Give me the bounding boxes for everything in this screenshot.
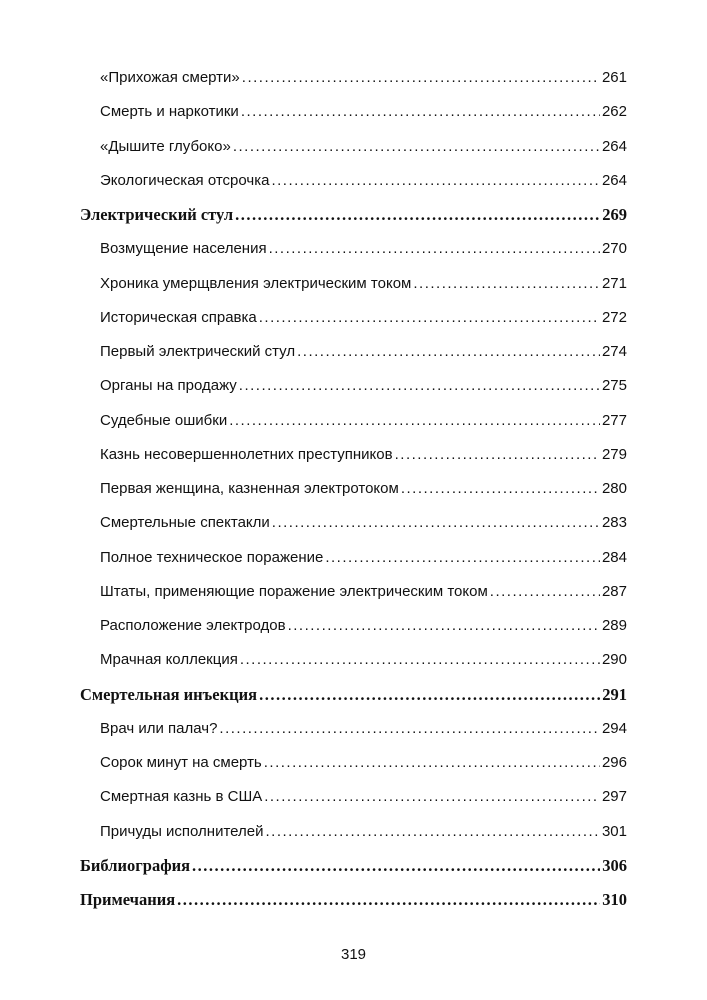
toc-section-row — [100, 513, 627, 533]
toc-leader-dots — [192, 856, 600, 876]
toc-leader-dots — [288, 616, 600, 636]
toc-entry-title: Историческая справка — [100, 308, 257, 326]
toc-entry-page: 261 — [601, 69, 627, 86]
toc-entry-page: 279 — [601, 445, 627, 463]
toc-section-row — [100, 445, 627, 465]
toc-entry-page: 297 — [601, 788, 627, 806]
toc-entry-page: 289 — [601, 617, 627, 634]
toc-section-row — [100, 171, 627, 191]
toc-section-row — [100, 719, 627, 739]
toc-section-row — [100, 753, 627, 773]
toc-section-row — [100, 102, 627, 122]
toc-leader-dots — [269, 239, 600, 259]
toc-section-row — [100, 650, 627, 670]
toc-entry-title: Судебные ошибки — [100, 411, 228, 429]
toc-section-row — [100, 137, 627, 157]
toc-entry-title: Врач или палач? — [100, 719, 218, 737]
toc-entry-page: 262 — [601, 103, 627, 121]
toc-entry-page: 301 — [601, 822, 627, 840]
toc-entry-page: 277 — [601, 411, 627, 429]
toc-section-row — [100, 376, 627, 396]
toc-leader-dots — [233, 137, 600, 157]
toc-entry-page: 283 — [601, 514, 627, 532]
toc-entry-title: Казнь несовершеннолетних преступников — [100, 445, 393, 463]
toc-section-row — [100, 308, 627, 328]
toc-leader-dots — [177, 890, 600, 910]
toc-chapter-row — [80, 856, 627, 876]
toc-entry-title: Экологическая отсрочка — [100, 171, 270, 189]
toc-leader-dots — [259, 308, 600, 328]
toc-section-row — [100, 274, 627, 294]
toc-entry-title: Смерть и наркотики — [100, 103, 239, 121]
toc-leader-dots — [265, 822, 599, 842]
toc-entry-page: 274 — [601, 343, 627, 360]
toc-entry-title: Мрачная коллекция — [100, 651, 238, 669]
toc-leader-dots — [271, 171, 600, 191]
toc-leader-dots — [219, 719, 600, 739]
toc-leader-dots — [401, 479, 600, 499]
toc-entry-page: 270 — [601, 240, 627, 258]
toc-entry-page: 294 — [601, 719, 627, 737]
toc-entry-title: Смертельная инъекция — [80, 684, 258, 704]
toc-entry-title: Примечания — [80, 890, 176, 909]
toc-entry-title: Штаты, применяющие поражение электрическим током — [100, 582, 488, 600]
toc-section-row — [100, 548, 627, 568]
toc-leader-dots — [325, 548, 600, 568]
toc-leader-dots — [395, 445, 600, 465]
toc-entry-page: 271 — [601, 274, 627, 292]
toc-section-row — [100, 342, 627, 362]
toc-entry-page: 275 — [601, 377, 627, 395]
toc-leader-dots — [264, 787, 600, 807]
toc-section-row — [100, 582, 627, 602]
toc-entry-title: Смертельные спектакли — [100, 514, 270, 532]
toc-leader-dots — [264, 753, 600, 773]
toc-entry-title: Электрический стул — [80, 205, 234, 224]
toc-entry-page: 269 — [602, 205, 627, 224]
toc-leader-dots — [413, 274, 600, 294]
toc-entry-title: Первый электрический стул — [100, 343, 296, 360]
toc-chapter-row — [80, 890, 627, 910]
toc-entry-page: 264 — [601, 171, 627, 189]
toc-entry-page: 280 — [601, 480, 627, 497]
toc-entry-page: 284 — [601, 548, 627, 566]
toc-section-row — [100, 68, 627, 88]
toc-leader-dots — [297, 342, 600, 362]
toc-entry-title: Хроника умерщвления электрическим током — [100, 274, 412, 292]
toc-entry-title: «Прихожая смерти» — [100, 69, 240, 86]
toc-entry-page: 287 — [601, 582, 627, 600]
toc-entry-title: Расположение электродов — [100, 617, 286, 634]
toc-chapter-row — [80, 685, 627, 705]
toc-entry-title: Причуды исполнителей — [100, 822, 264, 840]
toc-leader-dots — [239, 376, 600, 396]
toc-entry-title: Возмущение населения — [100, 240, 267, 258]
toc-leader-dots — [240, 650, 600, 670]
toc-entry-page: 291 — [602, 684, 627, 704]
toc-leader-dots — [272, 513, 600, 533]
toc-entry-title: «Дышите глубоко» — [100, 137, 231, 155]
toc-entry-title: Смертная казнь в США — [100, 788, 263, 806]
toc-entry-page: 272 — [601, 308, 627, 326]
toc-chapter-row — [80, 205, 627, 225]
toc-section-row — [100, 411, 627, 431]
toc-section-row — [100, 787, 627, 807]
toc-leader-dots — [490, 582, 600, 602]
toc-leader-dots — [235, 205, 600, 225]
toc-entry-title: Органы на продажу — [100, 377, 237, 395]
toc-entry-title: Полное техническое поражение — [100, 548, 324, 566]
toc-section-row — [100, 616, 627, 636]
toc-entry-page: 306 — [602, 855, 627, 875]
toc-leader-dots — [241, 102, 600, 122]
toc-entry-title: Библиография — [80, 855, 191, 875]
toc-section-row — [100, 239, 627, 259]
toc-entry-page: 296 — [601, 754, 627, 771]
toc-leader-dots — [229, 411, 600, 431]
toc-leader-dots — [259, 685, 600, 705]
toc-section-row — [100, 822, 627, 842]
toc-entry-page: 290 — [601, 651, 627, 669]
toc-section-row — [100, 479, 627, 499]
toc-leader-dots — [242, 68, 600, 88]
page-number: 319 — [340, 946, 367, 963]
toc-entry-page: 264 — [601, 137, 627, 155]
toc-entry-title: Первая женщина, казненная электротоком — [100, 480, 399, 497]
toc-entry-title: Сорок минут на смерть — [100, 754, 262, 771]
toc-entry-page: 310 — [602, 890, 627, 909]
